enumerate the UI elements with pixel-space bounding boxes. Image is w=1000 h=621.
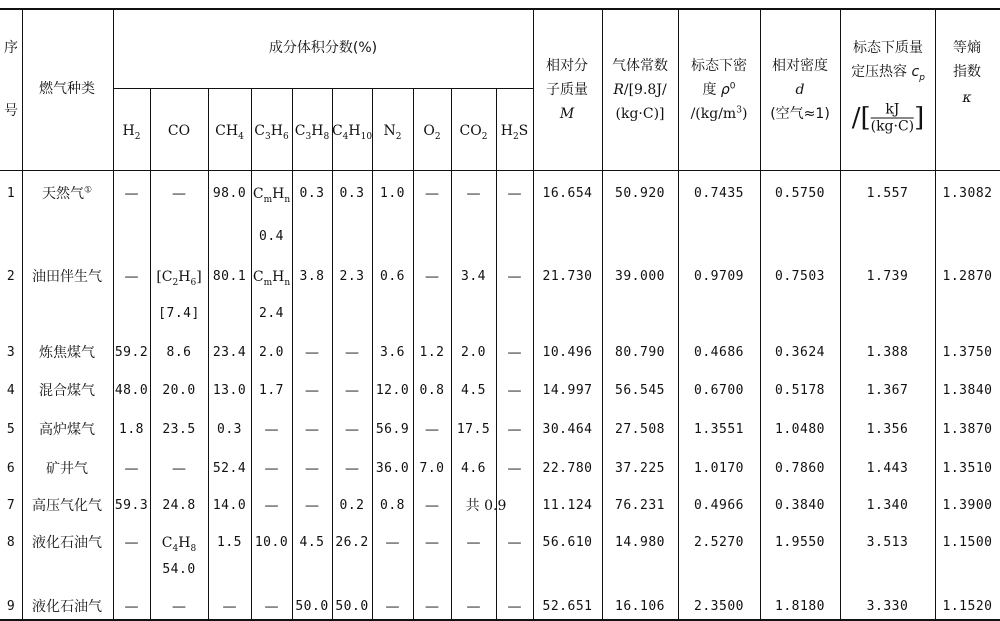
header-relative-density: 相对密度 [772,58,828,74]
cell-n2: — [385,599,400,615]
cell-ch4: — [222,599,237,615]
row-gas-name: 高炉煤气 [39,422,95,438]
cell-co: 8.6 [166,345,192,360]
cell-density: 2.5270 [694,535,744,550]
grid-vline [413,88,414,619]
cell-h2s: — [507,269,522,285]
cell-c3h6: — [264,498,279,514]
cell-gas-constant: 39.000 [615,269,665,284]
cell-isentropic: 1.3900 [942,498,993,513]
row-no: 4 [6,383,16,398]
cell-co2: 4.5 [461,383,486,398]
cell-relative-density: 0.3840 [775,498,825,513]
cell-isentropic: 1.3840 [942,383,993,398]
cell-o2: 0.8 [419,383,445,398]
header-density: $/(kg/m^3)$ [690,105,748,122]
cell-gas-constant: 80.790 [615,345,665,360]
cell-density: 0.4686 [694,345,744,360]
grid-vline [602,8,603,619]
cell-c4h10: 2.3 [339,269,365,284]
cell-relative-density: 0.5750 [775,186,825,201]
cell-density: 1.0170 [694,461,744,476]
row-no: 5 [6,422,16,437]
cell-c4h10: 50.0 [335,599,369,614]
cell-co: 23.5 [162,422,196,437]
cell-co: 24.8 [162,498,196,513]
header-component-1: CO [167,123,191,139]
cell-molar-mass: 11.124 [542,498,593,513]
cell-h2: — [124,599,139,615]
header-isentropic: 指数 [953,64,981,80]
cell-co: $[C_2H_6]$ [156,269,202,288]
grid-vline [496,88,497,619]
cell-gas-constant: 14.980 [615,535,665,550]
cell-gas-constant: 37.225 [615,461,665,476]
grid-vline [332,88,333,619]
cell-o2: — [425,535,439,551]
cell-molar-mass: 52.651 [542,599,593,614]
row-no: 2 [6,269,16,284]
cell-c3h6: — [264,599,279,615]
header-gas-constant: 气体常数 [612,58,668,74]
cell-relative-density: 1.8180 [775,599,825,614]
cell-molar-mass: 21.730 [542,269,593,284]
cell-h2s: — [507,599,522,615]
cell-gas-constant: 56.545 [615,383,665,398]
grid-vline [840,8,841,619]
cell-density: 0.9709 [694,269,744,284]
cell-molar-mass: 14.997 [542,383,593,398]
cell-heat-capacity: 1.557 [866,186,909,201]
row-no: 8 [6,535,16,550]
row-no: 7 [6,498,16,513]
grid-vline [533,8,534,619]
cell-ch4: 1.5 [217,535,242,550]
cell-heat-capacity: 1.739 [866,269,909,284]
header-heat-capacity: 标态下质量 [853,40,923,56]
header-component-7: $O_2$ [423,123,441,142]
grid-vline [451,88,452,619]
cell-n2: 12.0 [375,383,410,398]
cell-h2s: — [507,383,522,399]
cell-isentropic: 1.2870 [942,269,993,284]
cell-c4h10: 26.2 [335,535,369,550]
cell-o2: — [425,269,439,285]
header-density: 度 $\rho^0$ [702,81,736,98]
header-component-2: $CH_4$ [215,123,244,142]
cell-c4h10: 0.2 [339,498,365,513]
cell-gas-constant: 76.231 [615,498,665,513]
cell-o2: 7.0 [419,461,445,476]
header-isentropic: κ [962,90,972,106]
cell-o2: — [425,186,439,202]
cell-density: 0.4966 [694,498,744,513]
grid-vline [372,88,373,619]
cell-co2: 4.6 [461,461,486,476]
cell-isentropic: 1.1520 [942,599,993,614]
cell-n2: 56.9 [375,422,410,437]
cell-h2s: — [507,345,522,361]
cell-c3h8: — [305,422,319,438]
cell-h2: 48.0 [114,383,149,398]
cell-n2: — [385,535,400,551]
cell-h2: — [124,186,139,202]
cell-c4h10: — [345,422,359,438]
cell-co: $C_4H_8$ [161,535,197,554]
cell-molar-mass: 56.610 [542,535,593,550]
header-component-3: $C_3H_6$ [254,123,289,142]
cell-relative-density: 0.3624 [775,345,825,360]
cell-c3h8: — [305,383,319,399]
cell-molar-mass: 10.496 [542,345,593,360]
cell-h2s: — [507,535,522,551]
cell-h2: 59.3 [114,498,149,513]
cell-n2: 3.6 [380,345,405,360]
cell-h2: — [124,535,139,551]
cell-gas-constant: 16.106 [615,599,665,614]
cell-c3h6-extra: 2.4 [259,306,284,321]
header-component-5: $C_4H_{10}$ [331,123,373,142]
cell-c3h6-extra: 0.4 [259,229,284,244]
cell-ch4: 98.0 [212,186,247,201]
cell-co2: — [466,599,481,615]
cell-c3h6: — [264,461,279,477]
grid-vline [251,88,252,619]
cell-o2: 1.2 [419,345,445,360]
row-gas-name: 油田伴生气 [32,269,102,285]
header-relative-density: (空气≈1) [770,106,830,122]
grid-vline [935,8,936,619]
cell-heat-capacity: 1.443 [866,461,909,476]
cell-co2: 2.0 [461,345,486,360]
cell-co2: 共 0.9 [465,498,507,514]
cell-relative-density: 0.7860 [775,461,825,476]
cell-c3h8: 0.3 [299,186,325,201]
cell-heat-capacity: 1.356 [866,422,909,437]
cell-ch4: 52.4 [212,461,247,476]
cell-ch4: 14.0 [212,498,247,513]
header-component-9: $H_2S$ [500,123,529,142]
header-component-4: $C_3H_8$ [294,123,330,142]
grid-vline [113,8,114,619]
cell-h2: 1.8 [119,422,144,437]
grid-hline [0,8,1000,10]
cell-heat-capacity: 1.367 [866,383,909,398]
cell-o2: — [425,498,439,514]
grid-vline [292,88,293,619]
header-molar-mass: M [559,106,575,122]
cell-density: 0.7435 [694,186,744,201]
header-isentropic: 等熵 [953,40,981,56]
header-seq: 号 [4,103,18,119]
cell-heat-capacity: 3.330 [866,599,909,614]
gas-properties-table [0,8,1000,620]
cell-relative-density: 0.5178 [775,383,825,398]
cell-ch4: 0.3 [217,422,242,437]
cell-c3h6: $C_mH_n$ [252,186,291,205]
header-density: 标态下密 [691,58,747,74]
cell-molar-mass: 16.654 [542,186,593,201]
row-gas-name: 天然气① [41,185,93,202]
grid-vline [678,8,679,619]
cell-c4h10: 0.3 [339,186,365,201]
row-gas-name: 混合煤气 [39,383,95,399]
cell-h2s: — [507,186,522,202]
cell-density: 1.3551 [694,422,744,437]
header-composition: 成分体积分数(%) [268,40,378,56]
cell-c3h6: — [264,422,279,438]
cell-n2: 1.0 [380,186,405,201]
cell-c3h8: — [305,461,319,477]
cell-isentropic: 1.3510 [942,461,993,476]
cell-co: — [172,461,186,477]
header-gas-type: 燃气种类 [39,81,95,97]
cell-heat-capacity: 1.388 [866,345,909,360]
cell-gas-constant: 27.508 [615,422,665,437]
cell-c3h6: 1.7 [259,383,284,398]
grid-vline [150,88,151,619]
header-heat-capacity: 定压热容 $c_p$ [851,64,925,83]
cell-c3h8: — [305,498,319,514]
cell-h2: 59.2 [114,345,149,360]
cell-density: 2.3500 [694,599,744,614]
cell-gas-constant: 50.920 [615,186,665,201]
cell-h2: — [124,269,139,285]
cell-c3h8: 50.0 [295,599,329,614]
header-molar-mass: 相对分 [546,58,588,74]
header-component-0: $H_2$ [122,123,141,142]
grid-vline [22,8,23,619]
cell-density: 0.6700 [694,383,744,398]
cell-ch4: 13.0 [212,383,247,398]
header-component-8: $CO_2$ [459,123,488,142]
cell-o2: — [425,422,439,438]
row-no: 1 [6,186,16,201]
cell-ch4: 80.1 [212,269,247,284]
cell-ch4: 23.4 [212,345,247,360]
row-no: 9 [6,599,16,614]
cell-isentropic: 1.3870 [942,422,993,437]
header-seq: 序 [4,40,18,56]
cell-co2: 3.4 [461,269,486,284]
cell-co: — [172,599,186,615]
cell-relative-density: 1.9550 [775,535,825,550]
cell-isentropic: 1.3082 [942,186,993,201]
cell-co-extra: 54.0 [162,562,196,577]
cell-c4h10: — [345,345,359,361]
header-heat-capacity: /[ $\frac{kJ}{(kg\cdot C)}$ ] [851,101,925,135]
cell-co: 20.0 [162,383,196,398]
cell-h2s: — [507,422,522,438]
cell-h2: — [124,461,139,477]
grid-vline [760,8,761,619]
cell-relative-density: 0.7503 [775,269,825,284]
header-gas-constant: (kg·C)] [615,106,665,122]
row-no: 6 [6,461,16,476]
cell-heat-capacity: 3.513 [866,535,909,550]
grid-vline [208,88,209,619]
header-gas-constant: R/[9.8J/ [613,82,667,98]
cell-n2: 0.6 [380,269,405,284]
cell-h2s: — [507,461,522,477]
cell-heat-capacity: 1.340 [866,498,909,513]
cell-n2: 0.8 [380,498,405,513]
cell-n2: 36.0 [375,461,410,476]
cell-o2: — [425,599,439,615]
row-gas-name: 高压气化气 [32,498,102,514]
cell-molar-mass: 30.464 [542,422,593,437]
row-gas-name: 液化石油气 [32,535,102,551]
cell-co-extra: [7.4] [158,306,200,321]
cell-relative-density: 1.0480 [775,422,825,437]
cell-c4h10: — [345,383,359,399]
cell-c3h6: $C_mH_n$ [252,269,291,288]
cell-co: — [172,186,186,202]
grid-hline [113,88,533,89]
cell-c4h10: — [345,461,359,477]
header-component-6: $N_2$ [383,123,402,142]
cell-co2: — [466,186,481,202]
row-no: 3 [6,345,16,360]
cell-isentropic: 1.3750 [942,345,993,360]
cell-co2: 17.5 [456,422,491,437]
cell-c3h8: 3.8 [299,269,325,284]
row-gas-name: 矿井气 [46,461,88,477]
cell-c3h6: 10.0 [254,535,289,550]
cell-molar-mass: 22.780 [542,461,593,476]
header-molar-mass: 子质量 [546,82,588,98]
row-gas-name: 液化石油气 [32,599,102,615]
cell-c3h6: 2.0 [259,345,284,360]
cell-c3h8: 4.5 [299,535,325,550]
header-relative-density: d [795,82,805,98]
cell-c3h8: — [305,345,319,361]
cell-isentropic: 1.1500 [942,535,993,550]
cell-co2: — [466,535,481,551]
row-gas-name: 炼焦煤气 [39,345,95,361]
